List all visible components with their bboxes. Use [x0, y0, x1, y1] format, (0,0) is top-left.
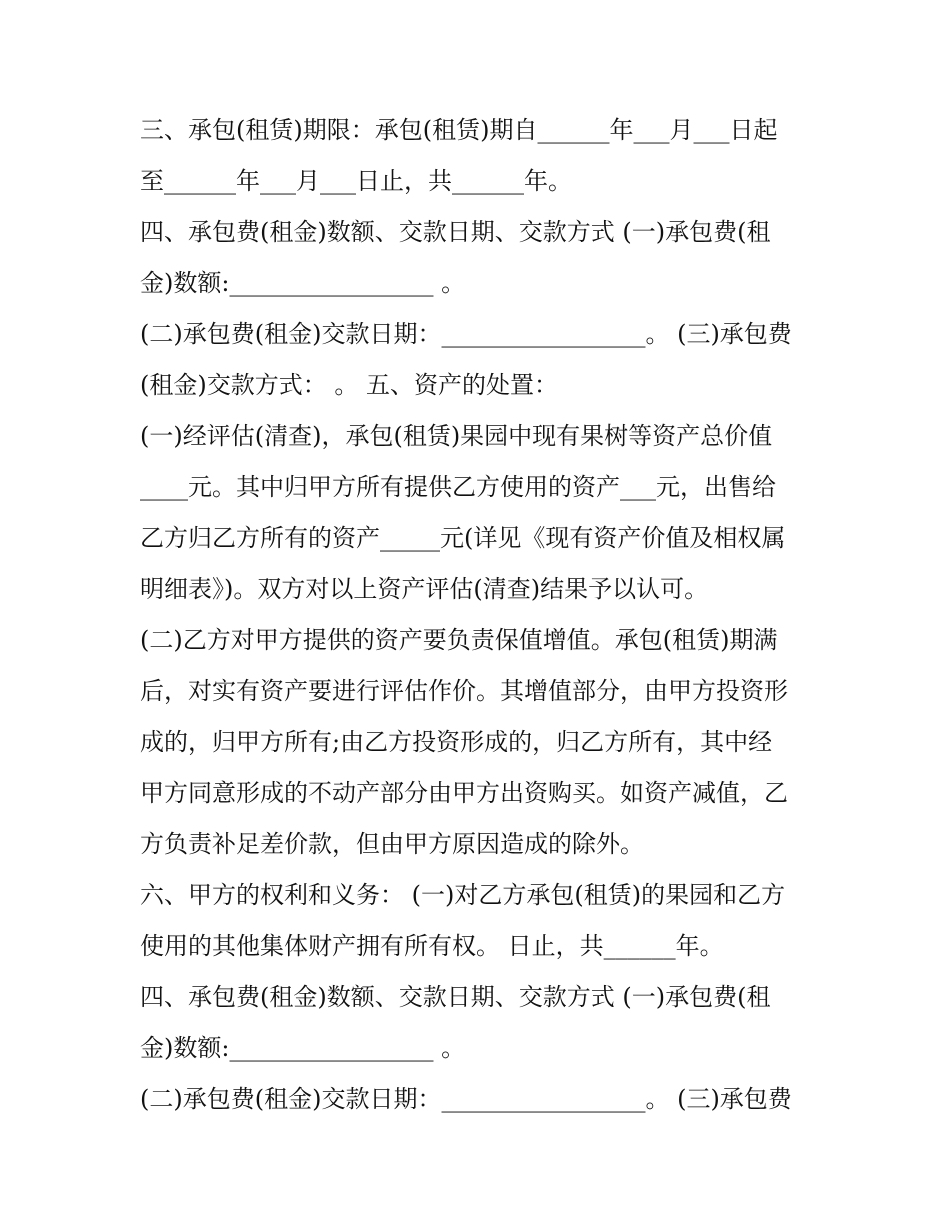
text-line: 乙方归乙方所有的资产_____元(详见《现有资产价值及相权属 — [140, 524, 786, 552]
text-line: 三、承包(租赁)期限：承包(租赁)期自______年___月___日起 — [140, 116, 778, 144]
text-line: (一)经评估(清查)，承包(租赁)果园中现有果树等资产总价值 — [140, 422, 773, 450]
text-line: (二)承包费(租金)交款日期：_________________。 (三)承包费 — [140, 320, 792, 348]
text-line: 至______年___月___日止，共______年。 — [140, 167, 572, 195]
text-line: ____元。其中归甲方所有提供乙方使用的资产___元，出售给 — [140, 473, 776, 501]
text-line: 后，对实有资产要进行评估作价。其增值部分，由甲方投资形 — [140, 677, 788, 705]
text-line: 方负责补足差价款，但由甲方原因造成的除外。 — [140, 830, 644, 858]
text-line: (二)乙方对甲方提供的资产要负责保值增值。承包(租赁)期满 — [140, 626, 778, 654]
text-line: 金)数额:_________________ 。 — [140, 269, 466, 297]
text-line: 成的，归甲方所有;由乙方投资形成的，归乙方所有，其中经 — [140, 728, 773, 756]
text-line: 金)数额:_________________ 。 — [140, 1034, 466, 1062]
text-line: (租金)交款方式： 。 五、资产的处置： — [140, 371, 558, 399]
text-line: 六、甲方的权利和义务： (一)对乙方承包(租赁)的果园和乙方 — [140, 881, 786, 909]
text-line: (二)承包费(租金)交款日期：_________________。 (三)承包费 — [140, 1085, 792, 1113]
text-line: 使用的其他集体财产拥有所有权。 日止，共______年。 — [140, 932, 724, 960]
contract-text — [140, 108, 820, 1128]
text-line: 四、承包费(租金)数额、交款日期、交款方式 (一)承包费(租 — [140, 218, 771, 246]
text-line: 明细表》)。双方对以上资产评估(清查)结果予以认可。 — [140, 575, 709, 603]
text-line: 四、承包费(租金)数额、交款日期、交款方式 (一)承包费(租 — [140, 983, 771, 1011]
text-line: 甲方同意形成的不动产部分由甲方出资购买。如资产减值，乙 — [140, 779, 788, 807]
